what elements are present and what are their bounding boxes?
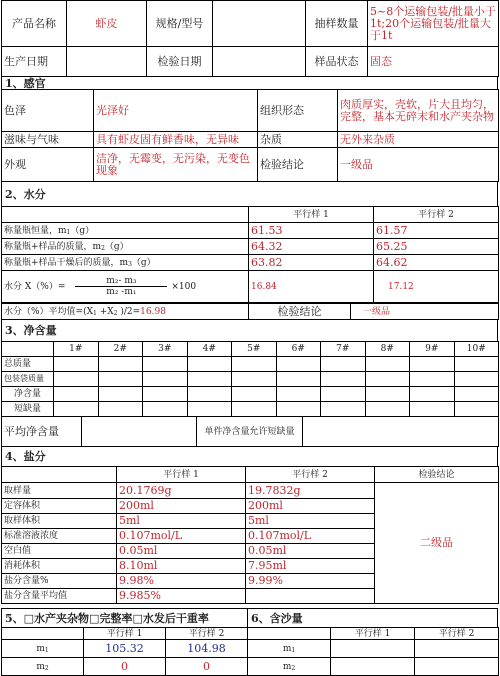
moisture-col1-header: 平行样 1 [249, 207, 374, 223]
moisture-row-m1-v2: 61.57 [374, 223, 499, 239]
net-allow-label: 单件净含量允许短缺量 [197, 417, 303, 447]
look-label: 外观 [2, 148, 94, 182]
rate-m2-label: $m_2$ [2, 658, 84, 676]
moisture-average: 水分（%）平均值$=(X_1 +X_2$ )/2=16.98 [2, 304, 249, 320]
shape-value: 肉质厚实，壳软，片大且均匀，完整，基本无碎末和水产夹杂物 [338, 90, 499, 132]
formula-numerator: m₂- m₃ [75, 276, 167, 287]
sand-m1-label: $m_1$ [248, 640, 331, 658]
salt-average-label: 盐分含量平均值 [2, 589, 117, 604]
moisture-row-m1-v1: 61.53 [249, 223, 374, 239]
moisture-row-m2-v1: 64.32 [249, 239, 374, 255]
section-title-sand: 6、含沙量 [247, 608, 498, 627]
net-col-8: 8# [365, 342, 410, 357]
salt-row-v2: 0.107mol/L [246, 529, 375, 544]
look-value: 洁净，无霉变，无污染，无变色现象 [94, 148, 258, 182]
moisture-conclusion-label: 检验结论 [249, 304, 351, 320]
moisture-row-m2-v2: 65.25 [374, 239, 499, 255]
salt-row-label: 取样量 [2, 483, 117, 499]
rate-m1-label: $m_1$ [2, 640, 84, 658]
moisture-formula [2, 271, 249, 303]
prod-date-label: 生产日期 [2, 47, 67, 77]
salt-row-v1: 20.1769g [117, 483, 246, 499]
salt-row-v1: 8.10ml [117, 559, 246, 574]
net-col-3: 3# [143, 342, 188, 357]
test-date-label: 检验日期 [147, 47, 213, 77]
impurity-value: 无外来杂质 [338, 132, 499, 148]
salt-row-label: 取样体积 [2, 514, 117, 529]
impurity-label: 杂质 [258, 132, 338, 148]
sample-state-label: 样品状态 [306, 47, 368, 77]
spec-value [213, 1, 306, 47]
salt-col3-header: 检验结论 [375, 467, 499, 483]
inspection-record-sheet [1, 0, 499, 676]
section-title-moisture: 2、水分 [1, 181, 498, 206]
rate-m2-v2: 0 [166, 658, 248, 676]
smell-value: 具有虾皮固有鲜香味，无异味 [94, 132, 258, 148]
rate-col1-header: 平行样 1 [84, 628, 166, 640]
salt-average-value: 9.985% [117, 589, 246, 604]
shape-label: 组织形态 [258, 90, 338, 132]
salt-row-v1: 0.107mol/L [117, 529, 246, 544]
salt-row-label: 空白值 [2, 544, 117, 559]
section-title-salt: 4、盐分 [1, 446, 498, 466]
net-row-total: 总质量 [2, 357, 54, 372]
moisture-avg-table [1, 303, 499, 320]
moisture-row-m3-v2: 64.62 [374, 255, 499, 271]
net-col-5: 5# [232, 342, 277, 357]
moisture-x2: 17.12 [374, 271, 499, 303]
moisture-conclusion-value: 一级品 [351, 304, 499, 320]
rate-m2-v1: 0 [84, 658, 166, 676]
moisture-col2-header: 平行样 2 [374, 207, 499, 223]
net-content-table [1, 341, 499, 417]
net-allow-value [303, 417, 499, 447]
salt-row-v2: 0.05ml [246, 544, 375, 559]
sample-state-value: 固态 [368, 47, 499, 77]
salt-conclusion-value: 二级品 [375, 483, 499, 604]
formula-fraction [75, 276, 167, 297]
net-col-1: 1# [54, 342, 99, 357]
salt-row-label: 标准溶液浓度 [2, 529, 117, 544]
net-row-net: 净含量 [2, 387, 54, 402]
salt-row-label: 定容体积 [2, 499, 117, 514]
moisture-row-m3-v1: 63.82 [249, 255, 374, 271]
moisture-table [1, 206, 499, 303]
rate-m1-v2: 104.98 [166, 640, 248, 658]
salt-row-v2: 19.7832g [246, 483, 375, 499]
product-name-value: 虾皮 [67, 1, 147, 47]
rate-table [1, 627, 248, 676]
net-average-value [82, 417, 197, 447]
formula-denominator: m₂ -m₁ [106, 287, 137, 297]
salt-col2-header: 平行样 2 [246, 467, 375, 483]
sample-qty-value: 5~8个运输包装/批量小于1t;20个运输包装/批量大于1t [368, 1, 499, 47]
salt-row-v1: 5ml [117, 514, 246, 529]
net-average-label: 平均净含量 [2, 417, 82, 447]
salt-row-v1: 0.05ml [117, 544, 246, 559]
section-title-net: 3、净含量 [1, 319, 498, 341]
salt-table [1, 466, 499, 604]
moisture-row-m2-label: 称量瓶+样品的质量，$m_2(g)$ [2, 239, 249, 255]
salt-col1-header: 平行样 1 [117, 467, 246, 483]
salt-row-v1: 200ml [117, 499, 246, 514]
net-avg-table [1, 416, 499, 447]
net-col-9: 9# [410, 342, 455, 357]
formula-factor: ×100 [171, 281, 197, 292]
net-row-short: 短缺量 [2, 402, 54, 417]
sensory-table [1, 89, 499, 182]
moisture-row-m3-label: 称量瓶+样品干燥后的质量，$m_3(g)$ [2, 255, 249, 271]
prod-date-value [67, 47, 147, 77]
sensory-conclusion-value: 一级品 [338, 148, 499, 182]
net-col-10: 10# [454, 342, 499, 357]
net-col-2: 2# [98, 342, 143, 357]
salt-row-v2: 9.99% [246, 574, 375, 589]
salt-row-label: 盐分含量% [2, 574, 117, 589]
moisture-average-value: 16.98 [140, 306, 166, 317]
salt-row-v2: 7.95ml [246, 559, 375, 574]
net-col-7: 7# [321, 342, 366, 357]
moisture-x1: 16.84 [249, 271, 374, 303]
color-value: 光泽好 [94, 90, 258, 132]
section-title-sensory: 1、感官 [1, 76, 498, 89]
sensory-conclusion-label: 检验结论 [258, 148, 338, 182]
net-col-4: 4# [187, 342, 232, 357]
sand-col2-header: 平行样 2 [415, 628, 499, 640]
net-row-bag: 包装袋质量 [2, 372, 54, 387]
sand-m2-label: $m_2$ [248, 658, 331, 676]
product-name-label: 产品名称 [2, 1, 67, 47]
rate-col2-header: 平行样 2 [166, 628, 248, 640]
sand-table [247, 627, 499, 676]
salt-row-v2: 5ml [246, 514, 375, 529]
test-date-value [213, 47, 306, 77]
spec-label: 规格/型号 [147, 1, 213, 47]
sample-qty-label: 抽样数量 [306, 1, 368, 47]
header-table [1, 0, 499, 77]
net-col-6: 6# [276, 342, 321, 357]
salt-row-v1: 9.98% [117, 574, 246, 589]
section-title-rate: 5、□水产夹杂物□完整率□水发后干重率 [1, 608, 247, 627]
smell-label: 滋味与气味 [2, 132, 94, 148]
color-label: 色泽 [2, 90, 94, 132]
sand-col1-header: 平行样 1 [331, 628, 415, 640]
moisture-row-m1-label: 称量瓶恒量，$m_1(g)$ [2, 223, 249, 239]
formula-label: 水分 X（%）= [4, 281, 66, 292]
salt-row-v2: 200ml [246, 499, 375, 514]
rate-m1-v1: 105.32 [84, 640, 166, 658]
salt-row-label: 消耗体积 [2, 559, 117, 574]
